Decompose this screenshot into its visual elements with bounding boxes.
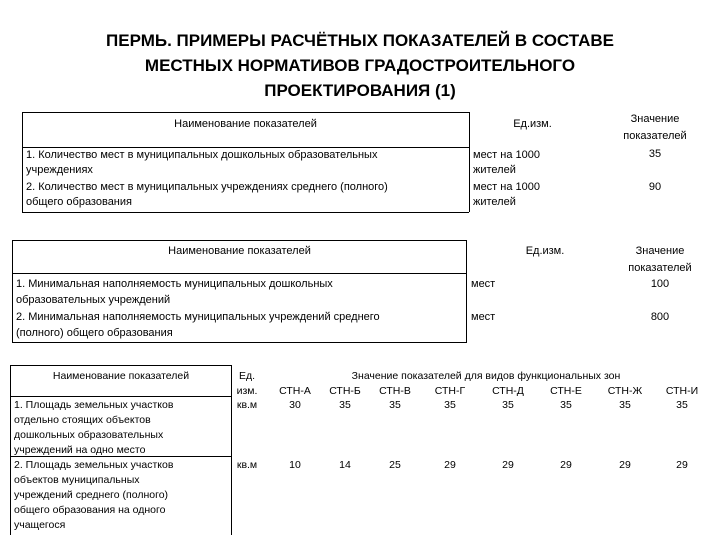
table-1-row-1-unit-1: мест на 1000 (473, 149, 540, 161)
table-1-row-1-unit-2: жителей (473, 164, 516, 176)
table-3-row-1-unit: кв.м (236, 399, 258, 411)
zone-header-d: СТН-Д (492, 385, 524, 397)
table-1-row-2-name-1: 2. Количество мест в муниципальных учреждениях среднего (полного) (26, 181, 388, 193)
table-1-header-unit: Ед.изм. (513, 118, 552, 130)
table-3-row-2-unit: кв.м (236, 459, 258, 471)
table-2-row-2-name-2: (полного) общего образования (16, 327, 173, 339)
table-3-row-2-value-i: 29 (676, 459, 688, 471)
table-3-header-unit-1: Ед. (238, 370, 256, 382)
title-line-1: ПЕРМЬ. ПРИМЕРЫ РАСЧЁТНЫХ ПОКАЗАТЕЛЕЙ В СОСТАВЕ (106, 31, 614, 50)
table-3-header-unit-2: изм. (236, 385, 258, 397)
table-1-row-1-name-1: 1. Количество мест в муниципальных дошкольных образовательных (26, 149, 378, 161)
zone-header-zh: СТН-Ж (607, 385, 643, 397)
table-1-header-name: Наименование показателей (174, 118, 317, 130)
zone-header-a: СТН-А (279, 385, 311, 397)
table-3-row-1-value-b: 35 (339, 399, 351, 411)
table-2-row-2-unit: мест (471, 311, 496, 323)
table-2-row-1-name-1: 1. Минимальная наполняемость муниципальных дошкольных (16, 278, 333, 290)
table-3-row-1-value-v: 35 (389, 399, 401, 411)
table-1-row-2-name-2: общего образования (26, 196, 132, 208)
title-line-3: ПРОЕКТИРОВАНИЯ (1) (264, 81, 456, 100)
table-2-header-name: Наименование показателей (168, 245, 311, 257)
table-2-header-value-2: показателей (628, 262, 692, 274)
table-3-row-1-value-zh: 35 (619, 399, 631, 411)
table-3-row-2-name-1: 2. Площадь земельных участков (14, 459, 174, 471)
table-1-header-value-2: показателей (623, 130, 687, 142)
table-2-row-2-name-1: 2. Минимальная наполняемость муниципальных учреждений среднего (16, 311, 380, 323)
table-3-row-2-value-g: 29 (444, 459, 456, 471)
table-2-row-2-value: 800 (650, 311, 670, 323)
table-3-header-name: Наименование показателей (52, 370, 190, 382)
table-3-row-2-name-4: общего образования на одного (14, 504, 166, 516)
table-2-row-1-name-2: образовательных учреждений (16, 294, 171, 306)
table-3-row-1-name-1: 1. Площадь земельных участков (14, 399, 174, 411)
zone-header-e: СТН-Е (550, 385, 582, 397)
table-2-header-unit: Ед.изм. (525, 245, 565, 257)
table-3-row-2-name-3: учреждений среднего (полного) (14, 489, 169, 501)
table-3-row-1-value-d: 35 (502, 399, 514, 411)
table-3-header-zones: Значение показателей для видов функциональных зон (351, 370, 621, 382)
table-3-row-2-name-5: учащегося (14, 519, 66, 531)
table-1-header-value-1: Значение (630, 113, 680, 125)
zone-header-b: СТН-Б (329, 385, 361, 397)
table-1-row-1-value: 35 (648, 148, 662, 160)
table-1-row-2-unit-1: мест на 1000 (473, 181, 540, 193)
zone-header-v: СТН-В (379, 385, 411, 397)
table-3-row-1-name-2: отдельно стоящих объектов (14, 414, 151, 426)
table-3-row-1-value-a: 30 (289, 399, 301, 411)
zone-header-g: СТН-Г (434, 385, 466, 397)
title-line-2: МЕСТНЫХ НОРМАТИВОВ ГРАДОСТРОИТЕЛЬНОГО (144, 56, 576, 75)
table-1-row-1-name-2: учреждениях (26, 164, 93, 176)
table-3-row-2-value-b: 14 (339, 459, 351, 471)
table-3-row-1-name-4: учреждений на одно место (14, 444, 146, 456)
table-1-row-2-unit-2: жителей (473, 196, 516, 208)
table-1-row-2-value: 90 (648, 181, 662, 193)
table-2-row-1-unit: мест (471, 278, 496, 290)
table-3-row-2-value-d: 29 (502, 459, 514, 471)
table-2-header-value-1: Значение (635, 245, 685, 257)
table-3-row-1-value-e: 35 (560, 399, 572, 411)
table-2-row-1-value: 100 (650, 278, 670, 290)
table-3-row-1-name-3: дошкольных образовательных (14, 429, 164, 441)
table-3-row-2-value-zh: 29 (619, 459, 631, 471)
table-3-row-1-value-g: 35 (444, 399, 456, 411)
table-3-row-2-value-e: 29 (560, 459, 572, 471)
table-3-row-2-value-v: 25 (389, 459, 401, 471)
zone-header-i: СТН-И (665, 385, 699, 397)
page-title (40, 28, 680, 103)
table-3-row-2-name-2: объектов муниципальных (14, 474, 140, 486)
table-3-row-1-value-i: 35 (676, 399, 688, 411)
table-3-row-2-value-a: 10 (289, 459, 301, 471)
